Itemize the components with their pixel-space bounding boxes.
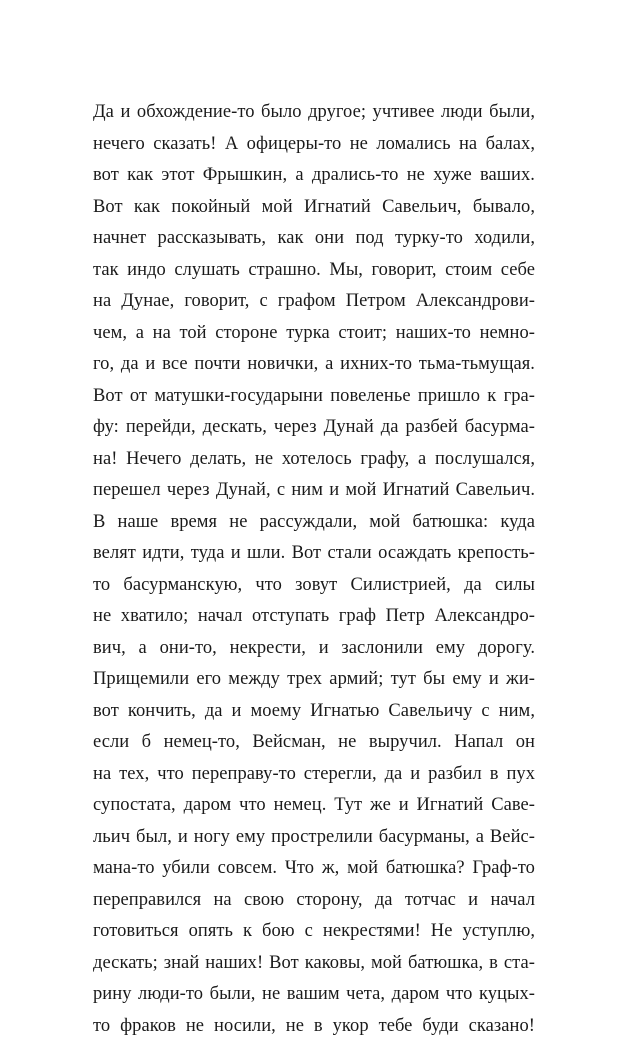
- text-line: фу: перейди, дескать, через Дунай да разбей басурма-: [93, 412, 535, 444]
- text-line: готовиться опять к бою с некрестями! Не уступлю,: [93, 916, 535, 948]
- text-line: велят идти, туда и шли. Вот стали осаждать крепость-: [93, 538, 535, 570]
- text-line: рину люди-то были, не вашим чета, даром что куцых-: [93, 979, 535, 1011]
- text-line: на Дунае, говорит, с графом Петром Александрови-: [93, 286, 535, 318]
- text-line: Прищемили его между трех армий; тут бы ему и жи-: [93, 664, 535, 696]
- text-line: дескать; знай наших! Вот каковы, мой батюшка, в ста-: [93, 948, 535, 980]
- text-line: если б немец-то, Вейсман, не выручил. Напал он: [93, 727, 535, 759]
- text-line: Вот как покойный мой Игнатий Савельич, бывало,: [93, 192, 535, 224]
- body-paragraph: [93, 97, 535, 1042]
- text-line: вич, а они-то, некрести, и заслонили ему дорогу.: [93, 633, 535, 665]
- text-line: нечего сказать! А офицеры-то не ломались на балах,: [93, 129, 535, 161]
- text-line: вот кончить, да и моему Игнатью Савельичу с ним,: [93, 696, 535, 728]
- text-line: на! Нечего делать, не хотелось графу, а послушался,: [93, 444, 535, 476]
- text-line: перешел через Дунай, с ним и мой Игнатий Савельич.: [93, 475, 535, 507]
- text-line: не хватило; начал отступать граф Петр Александро-: [93, 601, 535, 633]
- text-line: переправился на свою сторону, да тотчас и начал: [93, 885, 535, 917]
- text-line: то басурманскую, что зовут Силистрией, да силы: [93, 570, 535, 602]
- text-line: мана-то убили совсем. Что ж, мой батюшка? Граф-то: [93, 853, 535, 885]
- text-line: так индо слушать страшно. Мы, говорит, стоим себе: [93, 255, 535, 287]
- text-line: Да и обхождение-то было другое; учтивее люди были,: [93, 97, 535, 129]
- text-line-last: то фраков не носили, не в укор тебе буди сказано!: [93, 1011, 535, 1042]
- text-line: вот как этот Фрышкин, а дрались-то не хуже ваших.: [93, 160, 535, 192]
- text-line: чем, а на той стороне турка стоит; наших-то немно-: [93, 318, 535, 350]
- text-line: на тех, что переправу-то стерегли, да и разбил в пух: [93, 759, 535, 791]
- text-line: супостата, даром что немец. Тут же и Игнатий Саве-: [93, 790, 535, 822]
- text-line: Вот от матушки-государыни повеленье пришло к гра-: [93, 381, 535, 413]
- text-line: В наше время не рассуждали, мой батюшка: куда: [93, 507, 535, 539]
- text-line: начнет рассказывать, как они под турку-то ходили,: [93, 223, 535, 255]
- text-line: льич был, и ногу ему прострелили басурманы, а Вейс-: [93, 822, 535, 854]
- text-line: го, да и все почти новички, а ихних-то тьма-тьмущая.: [93, 349, 535, 381]
